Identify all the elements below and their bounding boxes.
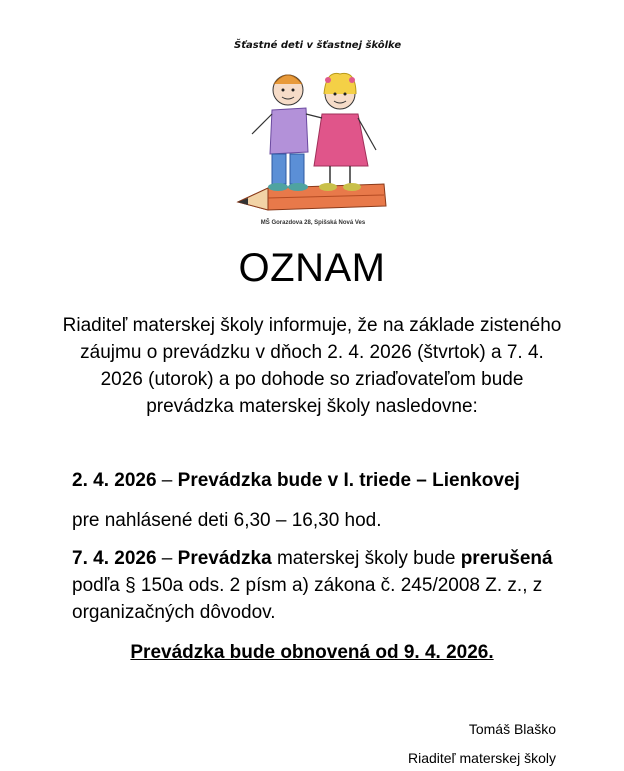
intro-paragraph: Riaditeľ materskej školy informuje, že na základe zisteného záujmu o prevádzku v dňoch 2. 4. 2026 (štvrtok) a 7. 4. 2026 (utorok) a po dohode so zriaďovateľom bude prevádzka materskej školy nasledovne: [62, 315, 562, 417]
signature-role: Riaditeľ materskej školy [407, 750, 556, 766]
logo-title: Šťastné deti v šťastnej škôlke [234, 40, 402, 51]
day1-text: Prevádzka bude v I. triede – Lienkovej [177, 470, 520, 491]
day1-date: 2. 4. 2026 [72, 470, 157, 491]
day1-dash: – [156, 470, 178, 491]
page-title: OZNAM [238, 246, 386, 290]
day1-line [72, 467, 572, 494]
day2-text2: podľa § 150a ods. 2 písm a) zákona č. 245/2008 Z. z., z organizačných dôvodov. [72, 575, 543, 623]
restart-notice: Prevádzka bude obnovená od 9. 4. 2026. [130, 642, 494, 663]
day2-dash: – [156, 548, 178, 569]
day2-date: 7. 4. 2026 [72, 548, 157, 569]
logo-address: MŠ Gorazdova 28, Spišská Nová Ves [260, 220, 366, 226]
day2-text1: materskej školy bude [271, 548, 461, 569]
school-logo [234, 36, 402, 226]
children-on-pencil-illustration [234, 54, 392, 216]
day2-word2: prerušená [460, 548, 553, 569]
day2-paragraph [72, 545, 572, 626]
day2-word1: Prevádzka [177, 548, 272, 569]
signature-name: Tomáš Blaško [468, 721, 556, 737]
day1-detail: pre nahlásené deti 6,30 – 16,30 hod. [72, 510, 382, 531]
